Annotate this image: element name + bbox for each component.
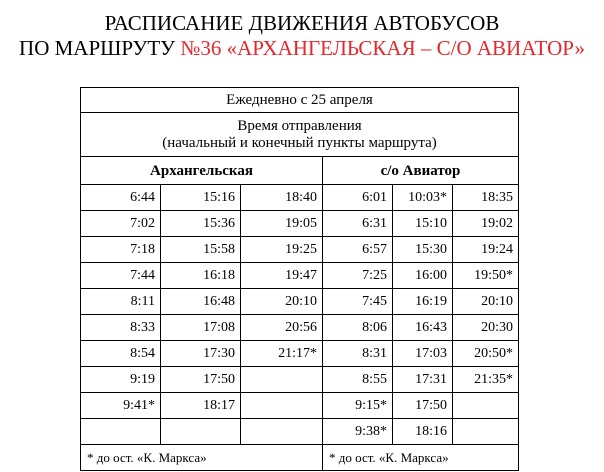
time-cell-right: 19:02 [453, 211, 519, 237]
time-cell-left [241, 393, 323, 419]
time-cell-right [453, 393, 519, 419]
time-cell-left [241, 367, 323, 393]
time-cell-right: 18:35 [453, 185, 519, 211]
table-row [81, 237, 519, 263]
time-cell-right [453, 419, 519, 445]
table-row [81, 419, 519, 445]
departure-subtitle: (начальный и конечный пункты маршрута) [162, 134, 437, 151]
time-cell-left: 19:25 [241, 237, 323, 263]
time-cell-right: 8:06 [323, 315, 393, 341]
footnote-row [81, 445, 519, 471]
time-cell-left [81, 419, 161, 445]
time-cell-left: 9:19 [81, 367, 161, 393]
departure-title: Время отправления [237, 117, 362, 134]
time-cell-right: 15:30 [393, 237, 453, 263]
table-row [81, 315, 519, 341]
time-cell-right: 21:35* [453, 367, 519, 393]
time-cell-left: 19:47 [241, 263, 323, 289]
time-cell-right: 7:25 [323, 263, 393, 289]
time-cell-right: 19:50* [453, 263, 519, 289]
time-cell-right: 6:57 [323, 237, 393, 263]
time-cell-left: 15:16 [161, 185, 241, 211]
table-row [81, 211, 519, 237]
time-cell-right: 16:43 [393, 315, 453, 341]
time-cell-right: 18:16 [393, 419, 453, 445]
time-cell-right: 16:00 [393, 263, 453, 289]
time-cell-right: 8:55 [323, 367, 393, 393]
table-row [81, 289, 519, 315]
table-row [81, 341, 519, 367]
time-cell-left: 20:56 [241, 315, 323, 341]
time-cell-left: 8:11 [81, 289, 161, 315]
time-cell-left [161, 419, 241, 445]
time-cell-left: 20:10 [241, 289, 323, 315]
time-cell-left: 6:44 [81, 185, 161, 211]
time-cell-left: 16:18 [161, 263, 241, 289]
time-cell-left: 15:36 [161, 211, 241, 237]
time-cell-right: 20:50* [453, 341, 519, 367]
time-cell-right: 10:03* [393, 185, 453, 211]
time-cell-right: 20:30 [453, 315, 519, 341]
time-cell-left: 9:41* [81, 393, 161, 419]
time-cell-left: 21:17* [241, 341, 323, 367]
time-cell-left: 7:18 [81, 237, 161, 263]
time-cell-right: 17:03 [393, 341, 453, 367]
time-cell-right: 6:01 [323, 185, 393, 211]
schedule-table [80, 87, 519, 471]
time-cell-right: 16:19 [393, 289, 453, 315]
table-row [81, 263, 519, 289]
daily-note: Ежедневно с 25 апреля [81, 88, 519, 113]
time-cell-right: 15:10 [393, 211, 453, 237]
time-cell-left: 16:48 [161, 289, 241, 315]
time-cell-left: 17:50 [161, 367, 241, 393]
stops-row [81, 157, 519, 185]
time-cell-right: 8:31 [323, 341, 393, 367]
stop-name-left: Архангельская [81, 157, 323, 185]
departure-header-row [81, 113, 519, 157]
time-cell-right: 7:45 [323, 289, 393, 315]
time-cell-left: 18:17 [161, 393, 241, 419]
time-cell-left: 8:33 [81, 315, 161, 341]
time-cell-left [241, 419, 323, 445]
schedule-title: РАСПИСАНИЕ ДВИЖЕНИЯ АВТОБУСОВ [104, 11, 500, 35]
daily-row [81, 88, 519, 113]
time-cell-right: 6:31 [323, 211, 393, 237]
time-cell-right: 17:50 [393, 393, 453, 419]
footnote-left: * до ост. «К. Маркса» [81, 445, 323, 471]
time-cell-right: 9:38* [323, 419, 393, 445]
time-cell-left: 7:02 [81, 211, 161, 237]
time-cell-right: 9:15* [323, 393, 393, 419]
time-cell-left: 8:54 [81, 341, 161, 367]
time-cell-right: 20:10 [453, 289, 519, 315]
time-cell-right: 19:24 [453, 237, 519, 263]
route-name: №36 «АРХАНГЕЛЬСКАЯ – С/О АВИАТОР» [180, 36, 585, 60]
time-cell-left: 7:44 [81, 263, 161, 289]
table-row [81, 367, 519, 393]
route-subtitle [0, 36, 604, 60]
time-cell-left: 17:30 [161, 341, 241, 367]
footnote-right: * до ост. «К. Маркса» [323, 445, 519, 471]
route-subtitle-prefix: ПО МАРШРУТУ [19, 36, 181, 60]
table-row [81, 393, 519, 419]
time-cell-left: 17:08 [161, 315, 241, 341]
time-cell-left: 15:58 [161, 237, 241, 263]
time-cell-right: 17:31 [393, 367, 453, 393]
time-cell-left: 18:40 [241, 185, 323, 211]
time-cell-left: 19:05 [241, 211, 323, 237]
departure-header [81, 113, 519, 157]
table-row [81, 185, 519, 211]
stop-name-right: с/о Авиатор [323, 157, 519, 185]
